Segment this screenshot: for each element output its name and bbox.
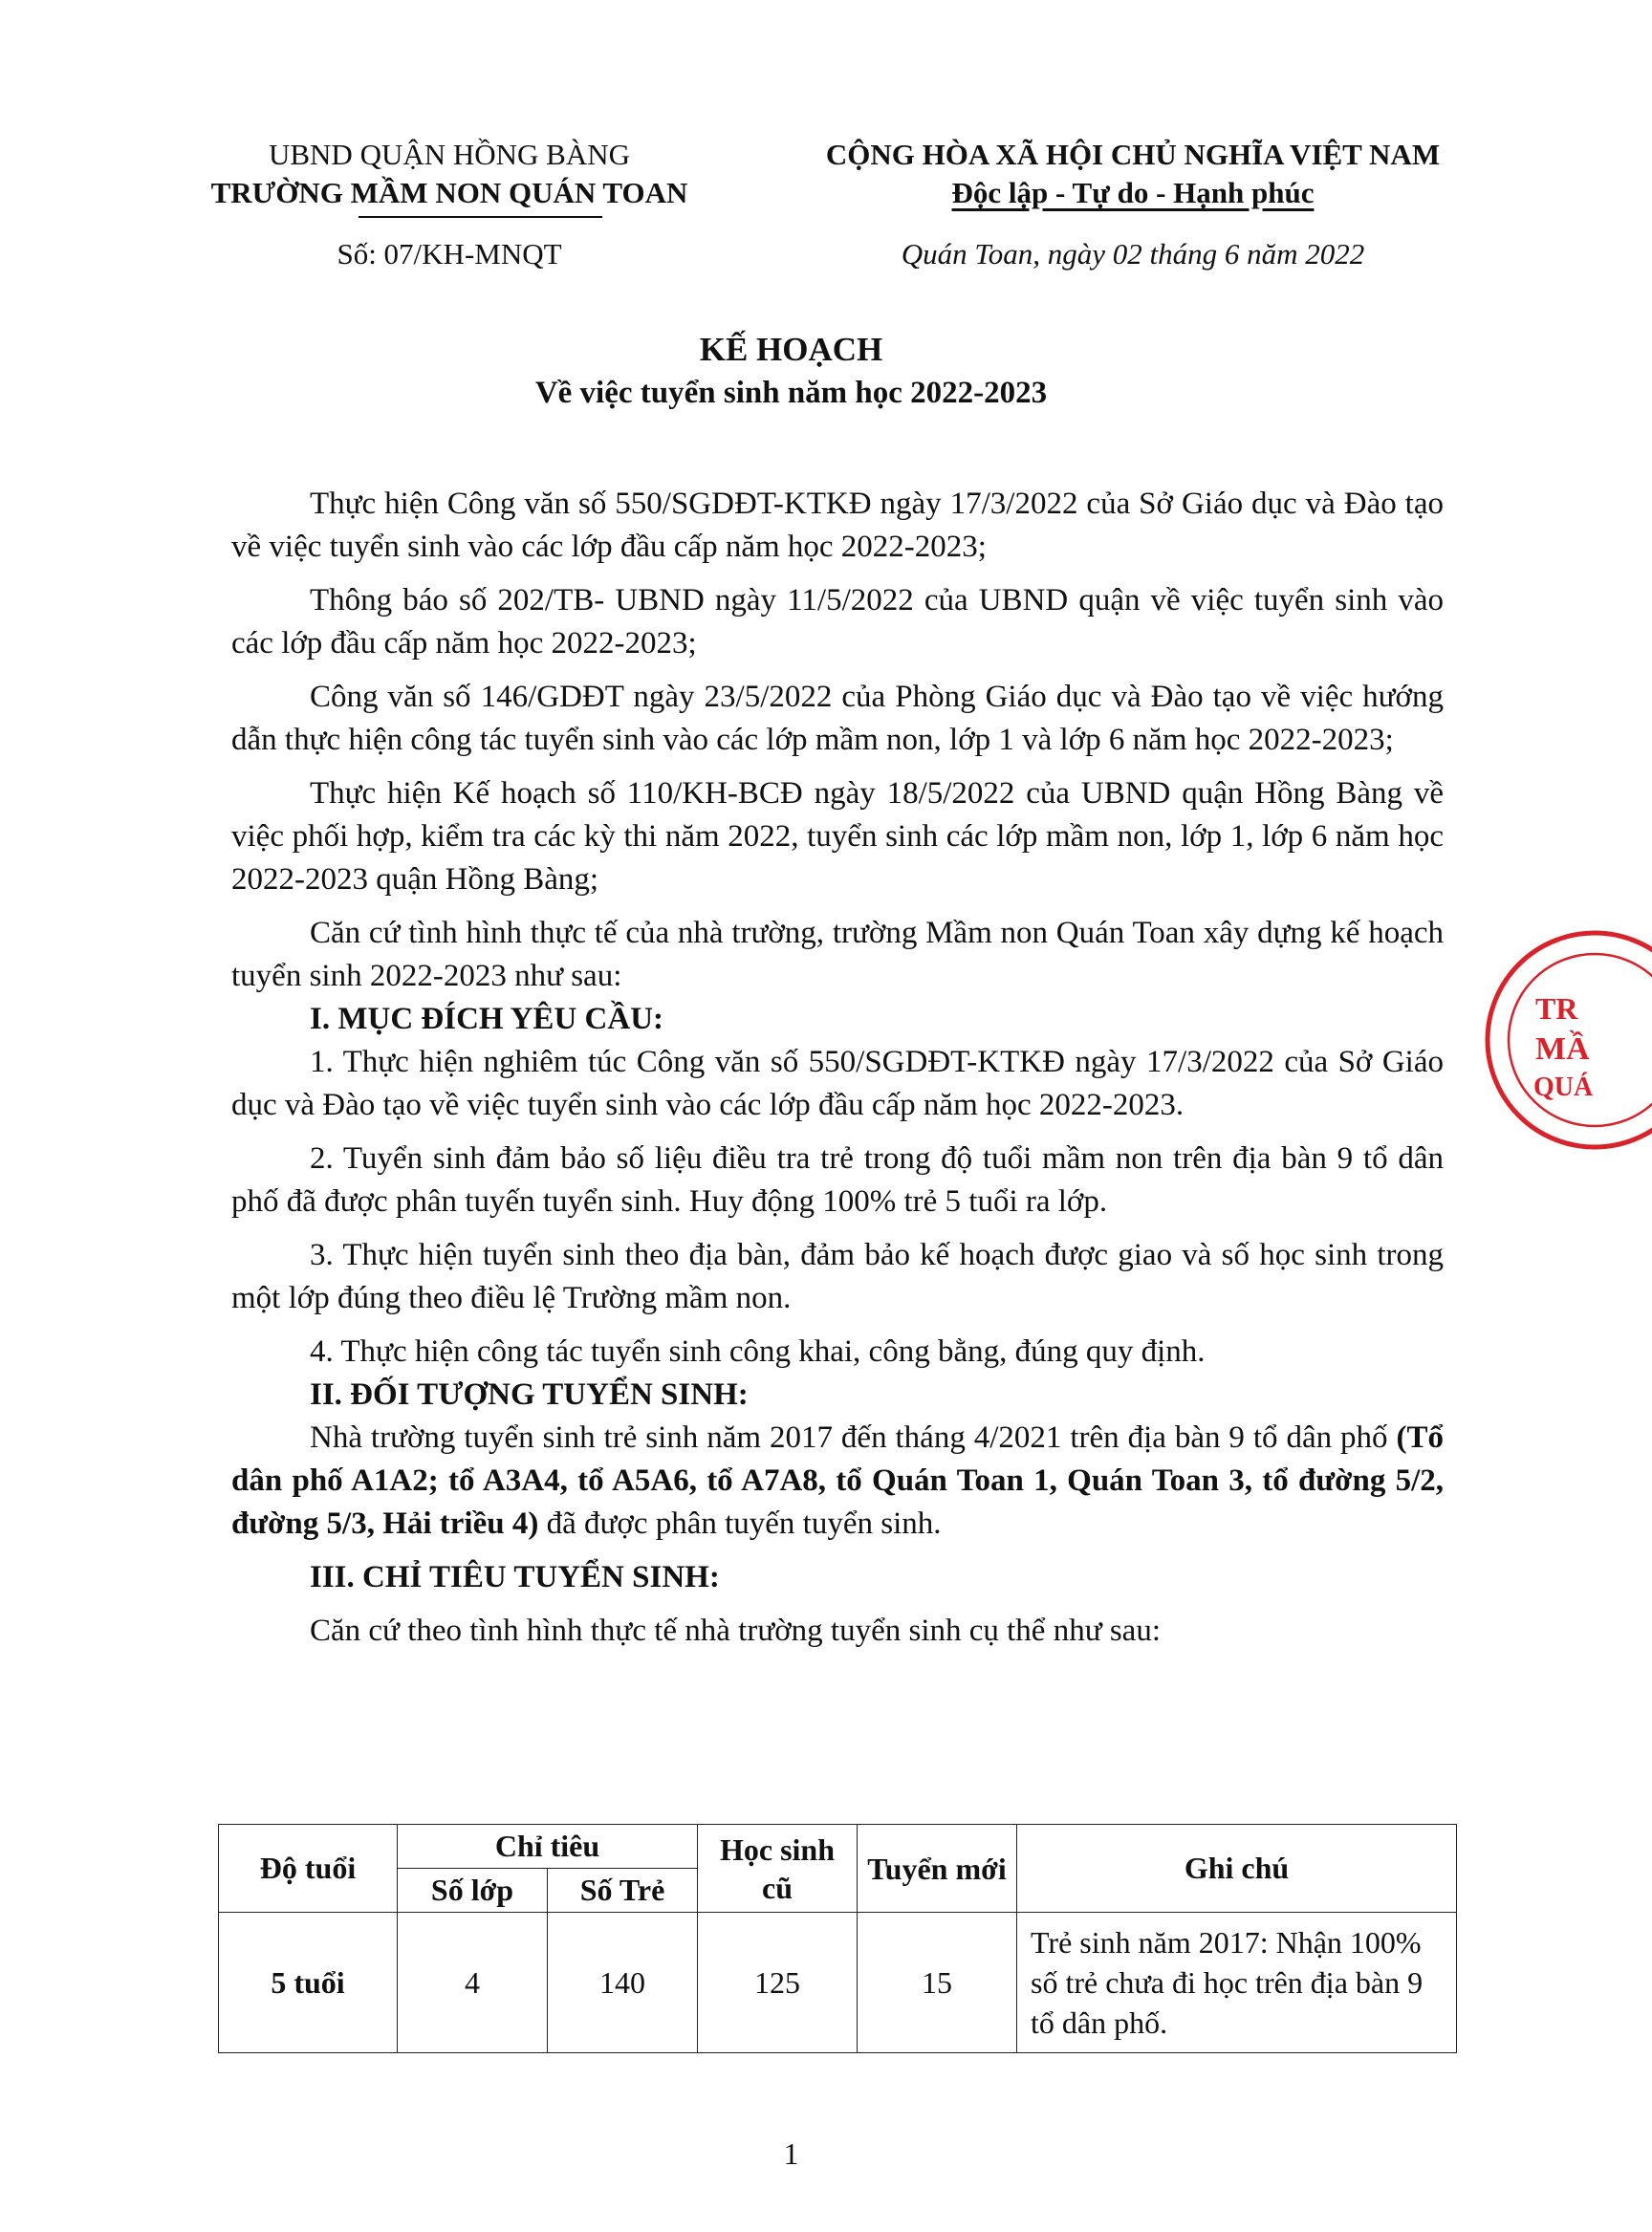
- enrollment-quota-table: [218, 1824, 1457, 2053]
- header-old-students: Học sinh cũ: [698, 1825, 858, 1913]
- target-residential-groups: (Tổ dân phố A1A2; tổ A3A4, tổ A5A6, tổ A7A8, tổ Quán Toan 1, Quán Toan 3, tổ đường 5/2, đường 5/3, Hải triều 4): [231, 1420, 1444, 1541]
- header-age: Độ tuổi: [219, 1825, 398, 1913]
- cell-old-students: 125: [698, 1913, 858, 2053]
- target-paragraph: [231, 1417, 1444, 1546]
- official-stamp: [1480, 916, 1652, 1164]
- purpose-item-1: 1. Thực hiện nghiêm túc Công văn số 550/SGDĐT-KTKĐ ngày 17/3/2022 của Sở Giáo dục và Đào tạo về việc tuyển sinh vào các lớp đầu cấp năm học 2022-2023.: [231, 1045, 1444, 1122]
- cell-age: 5 tuổi: [219, 1913, 398, 2053]
- header-children: Số Trẻ: [548, 1869, 698, 1913]
- section-heading-1: I. MỤC ĐÍCH YÊU CẦU:: [310, 1002, 664, 1036]
- school-name-underline: [359, 216, 602, 218]
- cell-children: 140: [548, 1913, 698, 2053]
- purpose-item-4: 4. Thực hiện công tác tuyển sinh công khai, công bằng, đúng quy định.: [310, 1334, 1206, 1369]
- header-target: Chỉ tiêu: [398, 1825, 698, 1869]
- basis-paragraph-1: Thực hiện Công văn số 550/SGDĐT-KTKĐ ngày 17/3/2022 của Sở Giáo dục và Đào tạo về việc tuyển sinh vào các lớp đầu cấp năm học 2022-2023;: [231, 487, 1444, 564]
- cell-note: Trẻ sinh năm 2017: Nhận 100% số trẻ chưa đi học trên địa bàn 9 tổ dân phố.: [1017, 1913, 1457, 2053]
- header-classes: Số lớp: [398, 1869, 548, 1913]
- basis-paragraph-5: Căn cứ tình hình thực tế của nhà trường, trường Mầm non Quán Toan xây dựng kế hoạch tuyển sinh 2022-2023 như sau:: [231, 916, 1444, 993]
- authority-name: UBND QUẬN HỒNG BÀNG: [268, 138, 631, 171]
- purpose-item-3: 3. Thực hiện tuyển sinh theo địa bàn, đảm bảo kế hoạch được giao và số học sinh trong một lớp đúng theo điều lệ Trường mầm non.: [231, 1238, 1444, 1315]
- document-number: Số: 07/KH-MNQT: [337, 237, 562, 271]
- cell-new-intake: 15: [858, 1913, 1017, 2053]
- document-subtitle: Về việc tuyển sinh năm học 2022-2023: [534, 376, 1048, 410]
- header-new-intake: Tuyển mới: [858, 1825, 1017, 1913]
- stamp-text-line1: TR: [1535, 991, 1578, 1026]
- school-name: TRƯỜNG MẦM NON QUÁN TOAN: [210, 176, 688, 209]
- basis-paragraph-3: Công văn số 146/GDĐT ngày 23/5/2022 của Phòng Giáo dục và Đào tạo về việc hướng dẫn thực hiện công tác tuyển sinh vào các lớp mầm non, lớp 1 và lớp 6 năm học 2022-2023;: [231, 680, 1444, 757]
- basis-paragraph-4: Thực hiện Kế hoạch số 110/KH-BCĐ ngày 18/5/2022 của UBND quận Hồng Bàng về việc phối hợp, kiểm tra các kỳ thi năm 2022, tuyển sinh các lớp mầm non, lớp 1, lớp 6 năm học 2022-2023 quận Hồng Bàng;: [231, 776, 1444, 897]
- national-title: CỘNG HÒA XÃ HỘI CHỦ NGHĨA VIỆT NAM: [825, 138, 1441, 171]
- document-body: [231, 483, 1444, 1653]
- page-number: 1: [783, 2136, 799, 2171]
- header-note: Ghi chú: [1017, 1825, 1457, 1913]
- stamp-text-line3: QUÁ: [1533, 1073, 1594, 1102]
- quota-intro: Căn cứ theo tình hình thực tế nhà trường tuyển sinh cụ thể như sau:: [310, 1614, 1162, 1648]
- section-heading-2: II. ĐỐI TƯỢNG TUYỂN SINH:: [310, 1377, 749, 1412]
- document-title: KẾ HOẠCH: [699, 331, 883, 368]
- national-motto: Độc lập - Tự do - Hạnh phúc: [951, 176, 1315, 209]
- purpose-item-2: 2. Tuyển sinh đảm bảo số liệu điều tra trẻ trong độ tuổi mầm non trên địa bàn 9 tổ dân phố đã được phân tuyến tuyển sinh. Huy động 100% trẻ 5 tuổi ra lớp.: [231, 1141, 1444, 1219]
- section-heading-3: III. CHỈ TIÊU TUYỂN SINH:: [310, 1560, 720, 1594]
- cell-classes: 4: [398, 1913, 548, 2053]
- target-text-end: đã được phân tuyến tuyển sinh.: [538, 1506, 942, 1541]
- basis-paragraph-2: Thông báo số 202/TB- UBND ngày 11/5/2022 của UBND quận về việc tuyển sinh vào các lớp đầu cấp năm học 2022-2023;: [231, 583, 1444, 661]
- target-text-start: Nhà trường tuyển sinh trẻ sinh năm 2017 đến tháng 4/2021 trên địa bàn 9 tổ dân phố: [310, 1420, 1397, 1455]
- table-row: [219, 1913, 1457, 2053]
- document-date: Quán Toan, ngày 02 tháng 6 năm 2022: [901, 237, 1365, 271]
- stamp-text-line2: MẦ: [1535, 1031, 1590, 1067]
